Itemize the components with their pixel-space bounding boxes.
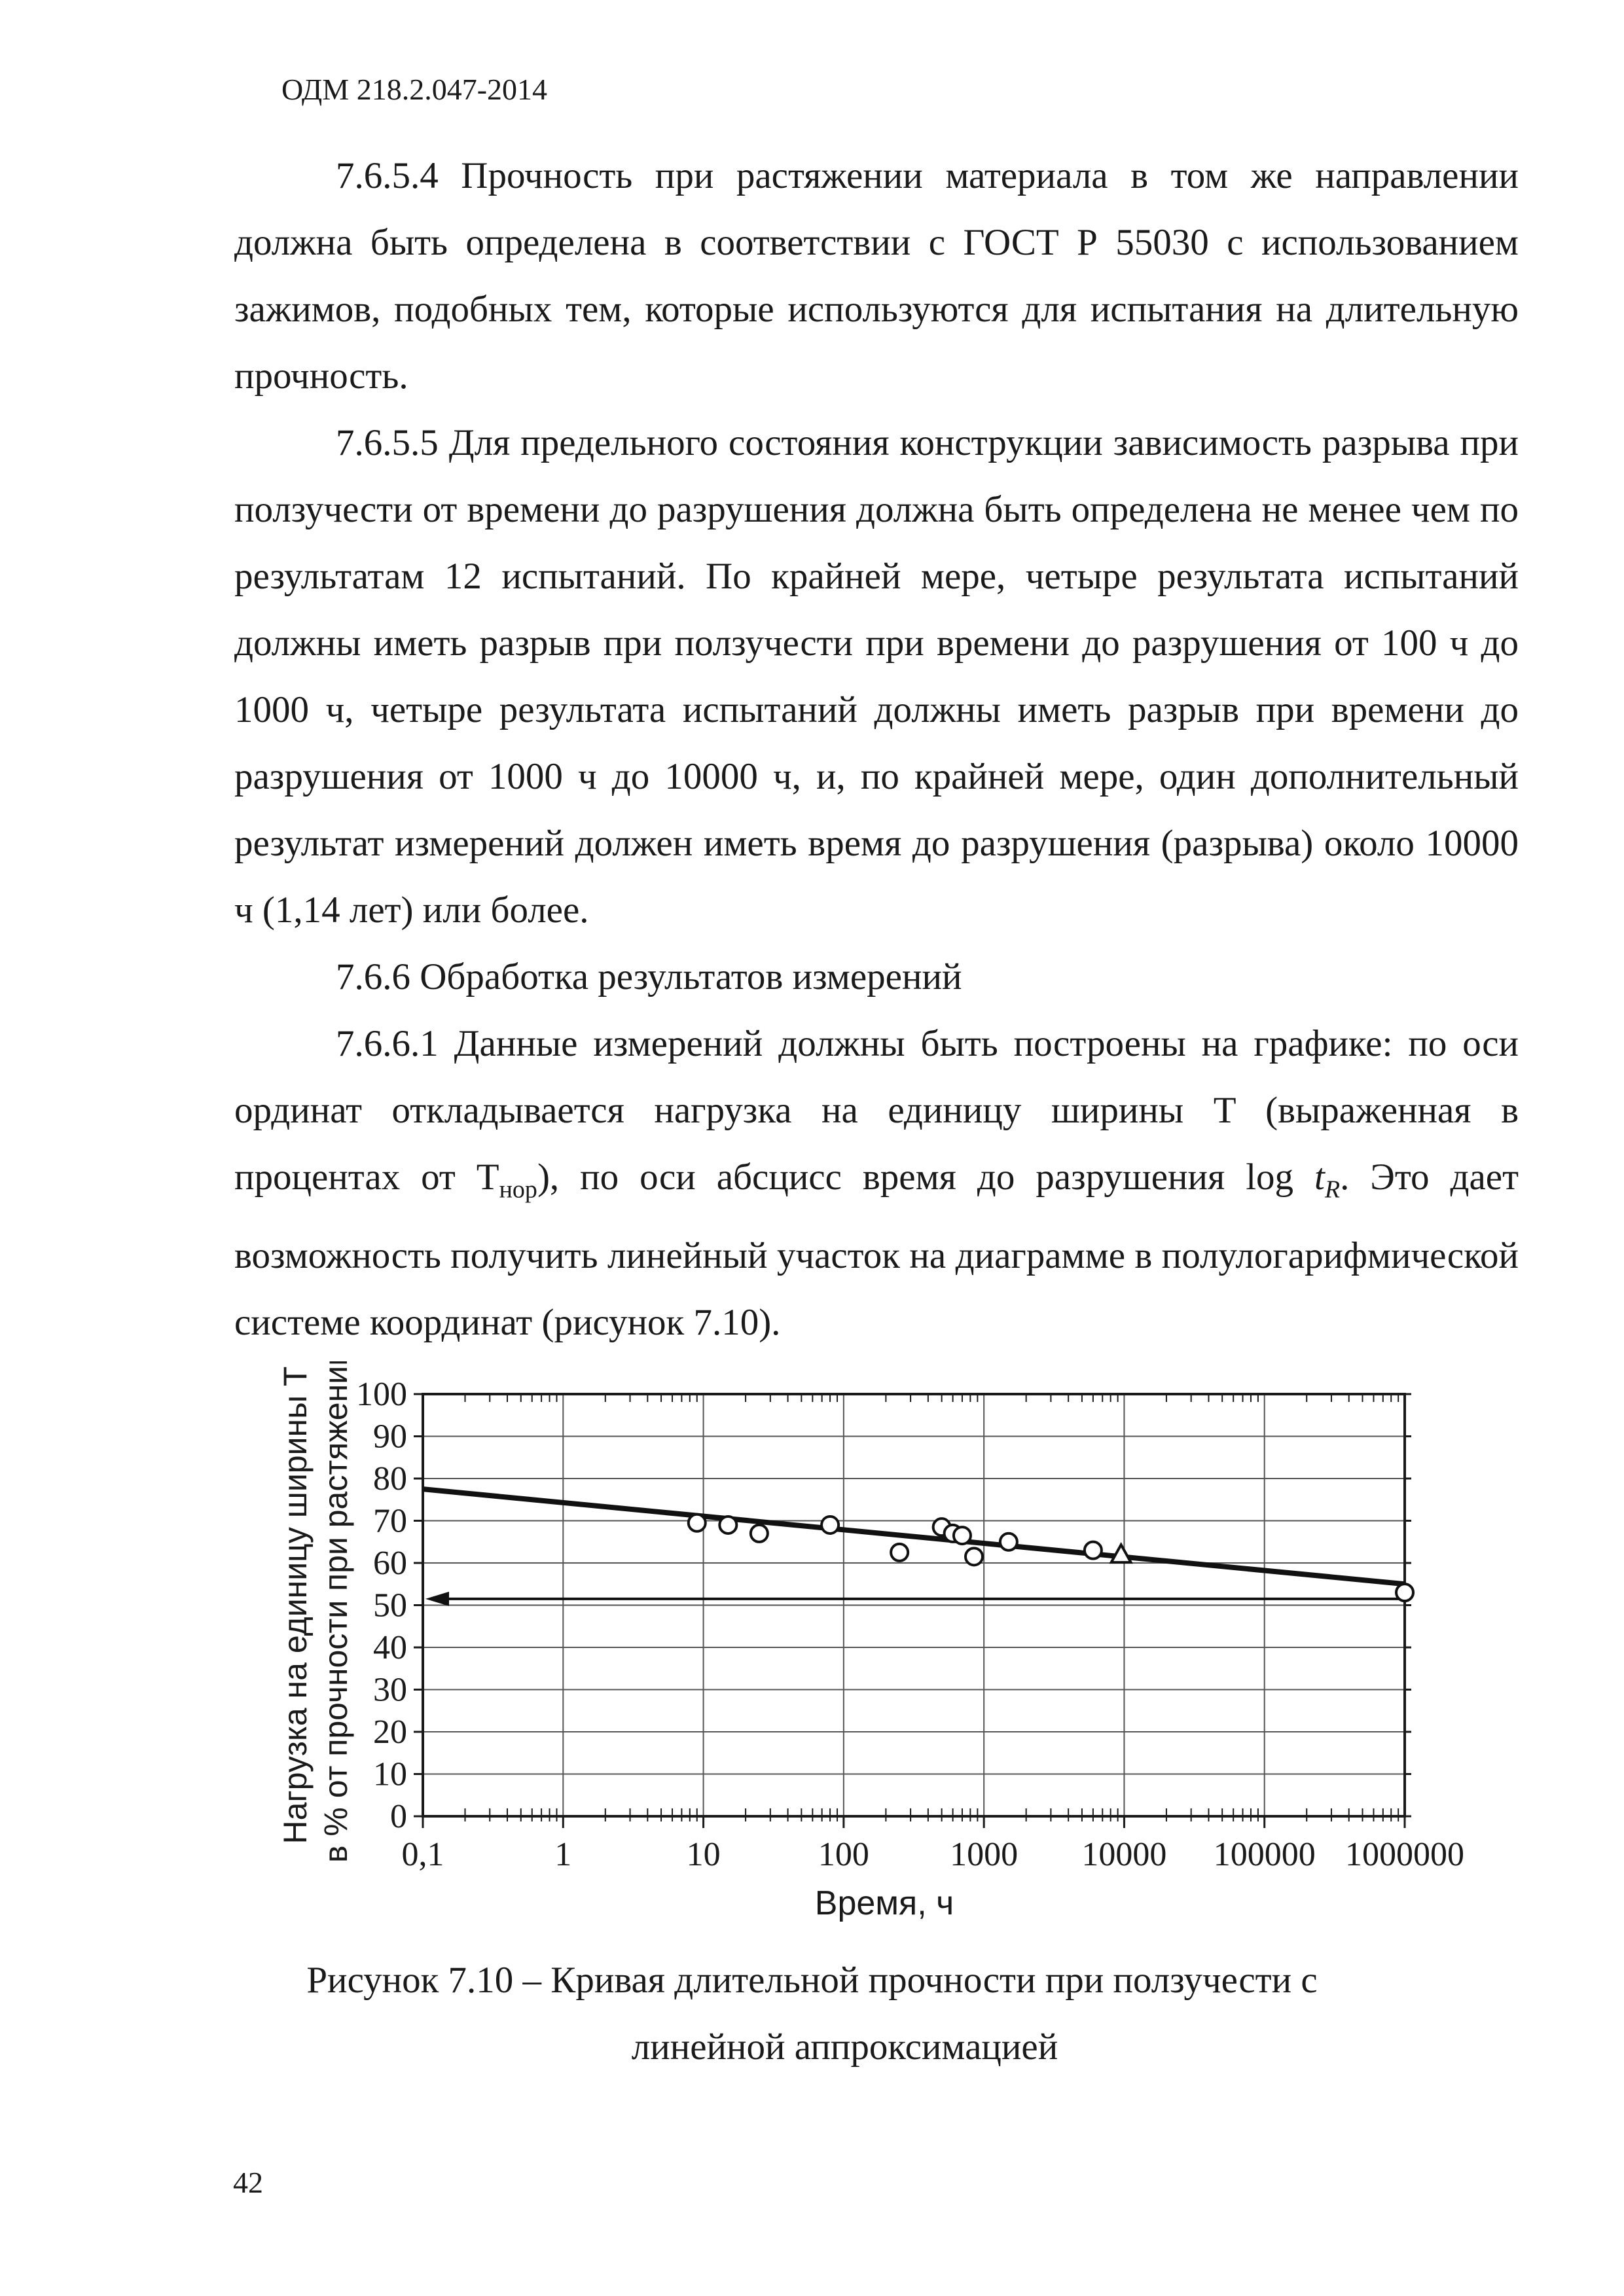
x-tick-label: 100 xyxy=(818,1836,869,1873)
regression-line xyxy=(423,1489,1405,1584)
y-tick-label: 10 xyxy=(373,1755,407,1793)
x-tick-label: 1 xyxy=(554,1836,572,1873)
data-point-circle xyxy=(751,1525,768,1542)
y-tick-label: 70 xyxy=(373,1502,407,1540)
data-point-circle xyxy=(821,1516,839,1534)
x-tick-labels xyxy=(402,1836,1465,1873)
y-tick-label: 100 xyxy=(356,1376,407,1413)
x-tick-label: 10000 xyxy=(1081,1836,1167,1873)
chart-grid xyxy=(414,1394,1411,1828)
document-code: ОДМ 218.2.047-2014 xyxy=(281,73,548,106)
variable-t: t xyxy=(1314,1157,1325,1198)
x-tick-label: 10 xyxy=(686,1836,721,1873)
subscript-nor: нор xyxy=(499,1175,537,1204)
data-point-circle xyxy=(1396,1584,1413,1601)
section-heading-7-6-6: 7.6.6 Обработка результатов измерений xyxy=(336,956,962,997)
y-tick-label: 60 xyxy=(373,1545,407,1582)
x-tick-label: 1000 xyxy=(950,1836,1019,1873)
minor-ticks xyxy=(465,1394,1399,1821)
x-tick-label: 1000000 xyxy=(1345,1836,1464,1873)
data-point-circle xyxy=(954,1527,971,1544)
y-tick-label: 50 xyxy=(373,1587,407,1624)
paragraph-text-part: 7.6.6.1 Данные измерений должны быть построены на графике: по оси ординат откладывается нагрузка на единицу ширины T (выраженная в процентах от T xyxy=(234,1023,1519,1198)
x-tick-label: 100000 xyxy=(1213,1836,1316,1873)
x-axis-label: Время, ч xyxy=(814,1884,954,1922)
figure-caption xyxy=(0,1947,1624,2081)
chart-lines xyxy=(423,1489,1405,1606)
page-number: 42 xyxy=(233,2166,263,2199)
data-point-circle xyxy=(719,1516,736,1534)
x-tick-label: 0,1 xyxy=(401,1836,444,1873)
y-tick-label: 0 xyxy=(390,1798,407,1835)
y-tick-label: 30 xyxy=(373,1671,407,1709)
body-text xyxy=(234,143,1519,1356)
data-point-circle xyxy=(891,1544,908,1561)
data-point-circle xyxy=(1085,1542,1102,1559)
y-tick-label: 40 xyxy=(373,1629,407,1666)
figure-caption-line2: линейной аппроксимацией xyxy=(631,2026,1058,2068)
arrow-head xyxy=(425,1592,449,1606)
paragraph-7-6-6-1 xyxy=(234,1011,1519,1356)
y-axis-label-line1: Нагрузка на единицу ширины T xyxy=(277,1366,314,1844)
figure-caption-line1: Рисунок 7.10 – Кривая длительной прочности при ползучести с xyxy=(306,1960,1318,2001)
data-point-circle xyxy=(689,1515,706,1532)
data-point-circle xyxy=(1000,1534,1017,1551)
y-tick-label: 80 xyxy=(373,1460,407,1498)
creep-rupture-chart xyxy=(262,1361,1492,1937)
paragraph-7-6-5-4: 7.6.5.4 Прочность при растяжении материала в том же направлении должна быть определена в соответствии с ГОСТ Р 55030 с использованием зажимов, подобных тем, которые используются для испытания на длительную прочность. xyxy=(234,155,1519,397)
paragraph-7-6-5-5: 7.6.5.5 Для предельного состояния конструкции зависимость разрыва при ползучести от времени до разрушения должна быть определена не менее чем по результатам 12 испытаний. По крайней мере, четыре результата испытаний должны иметь разрыв при ползучести при времени до разрушения от 100 ч до 1000 ч, четыре результата испытаний должны иметь разрыв при времени до разрушения от 1000 ч до 10000 ч, и, по крайней мере, один дополнительный результат измерений должен иметь время до разрушения (разрыва) около 10000 ч (1,14 лет) или более. xyxy=(234,422,1519,931)
y-tick-label: 20 xyxy=(373,1713,407,1751)
chart-svg xyxy=(262,1361,1492,1937)
data-point-circle xyxy=(965,1548,983,1565)
paragraph-text-part: ), по оси абсцисс время до разрушения log xyxy=(537,1157,1314,1198)
y-axis-label-line2: в % от прочности при растяжении xyxy=(317,1361,354,1863)
y-tick-label: 90 xyxy=(373,1418,407,1456)
paragraph-text-part: . Это дает возможность получить линейный участок на диаграмме в полулогарифмической системе координат (рисунок 7.10). xyxy=(234,1157,1519,1344)
y-tick-labels xyxy=(356,1376,407,1835)
subscript-r: R xyxy=(1324,1175,1341,1204)
